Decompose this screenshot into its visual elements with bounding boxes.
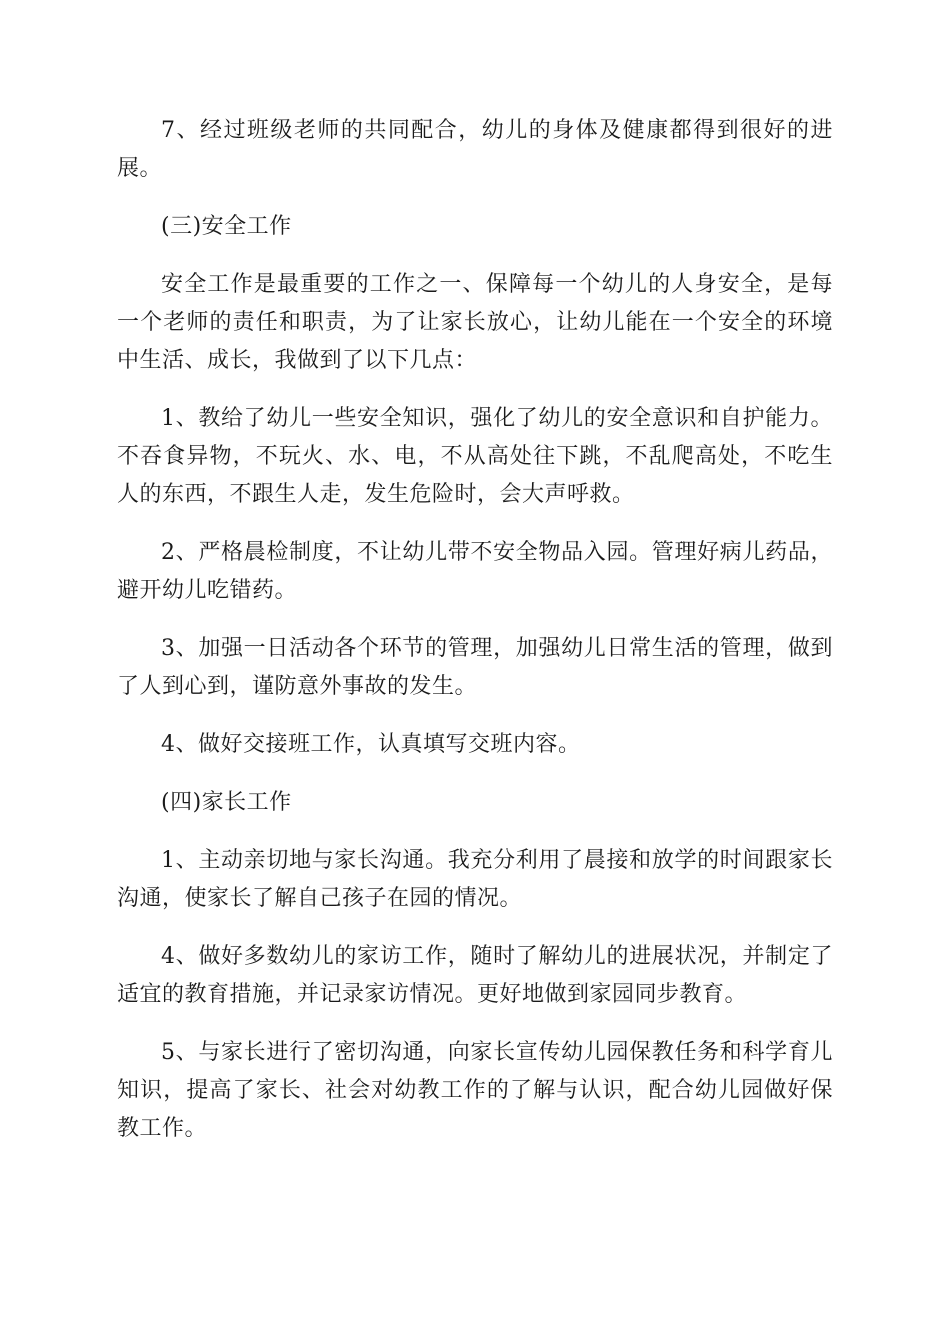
paragraph-parent-item-1: 1、主动亲切地与家长沟通。我充分利用了晨接和放学的时间跟家长沟通，使家长了解自己孩子在园的情况。 [117,848,833,911]
paragraph-safety-item-2: 2、严格晨检制度，不让幼儿带不安全物品入园。管理好病儿药品，避开幼儿吃错药。 [117,540,833,603]
paragraph-safety-item-3: 3、加强一日活动各个环节的管理，加强幼儿日常生活的管理，做到了人到心到，谨防意外事故的发生。 [117,636,833,699]
document-page [117,112,833,1148]
section-heading-safety-work: (三)安全工作 [161,214,292,239]
paragraph-safety-item-1: 1、教给了幼儿一些安全知识，强化了幼儿的安全意识和自护能力。不吞食异物，不玩火、水、电，不从高处往下跳，不乱爬高处，不吃生人的东西，不跟生人走，发生危险时，会大声呼救。 [117,406,833,507]
paragraph-safety-item-4: 4、做好交接班工作，认真填写交班内容。 [161,732,581,757]
paragraph-item-7-health: 7、经过班级老师的共同配合，幼儿的身体及健康都得到很好的进展。 [117,118,833,181]
paragraph-safety-intro: 安全工作是最重要的工作之一、保障每一个幼儿的人身安全，是每一个老师的责任和职责，为了让家长放心，让幼儿能在一个安全的环境中生活、成长，我做到了以下几点： [117,272,833,373]
paragraph-parent-item-4: 4、做好多数幼儿的家访工作，随时了解幼儿的进展状况，并制定了适宜的教育措施，并记录家访情况。更好地做到家园同步教育。 [117,944,833,1007]
section-heading-parent-work: (四)家长工作 [161,790,292,815]
paragraph-parent-item-5: 5、与家长进行了密切沟通，向家长宣传幼儿园保教任务和科学育儿知识，提高了家长、社会对幼教工作的了解与认识，配合幼儿园做好保教工作。 [117,1040,833,1141]
